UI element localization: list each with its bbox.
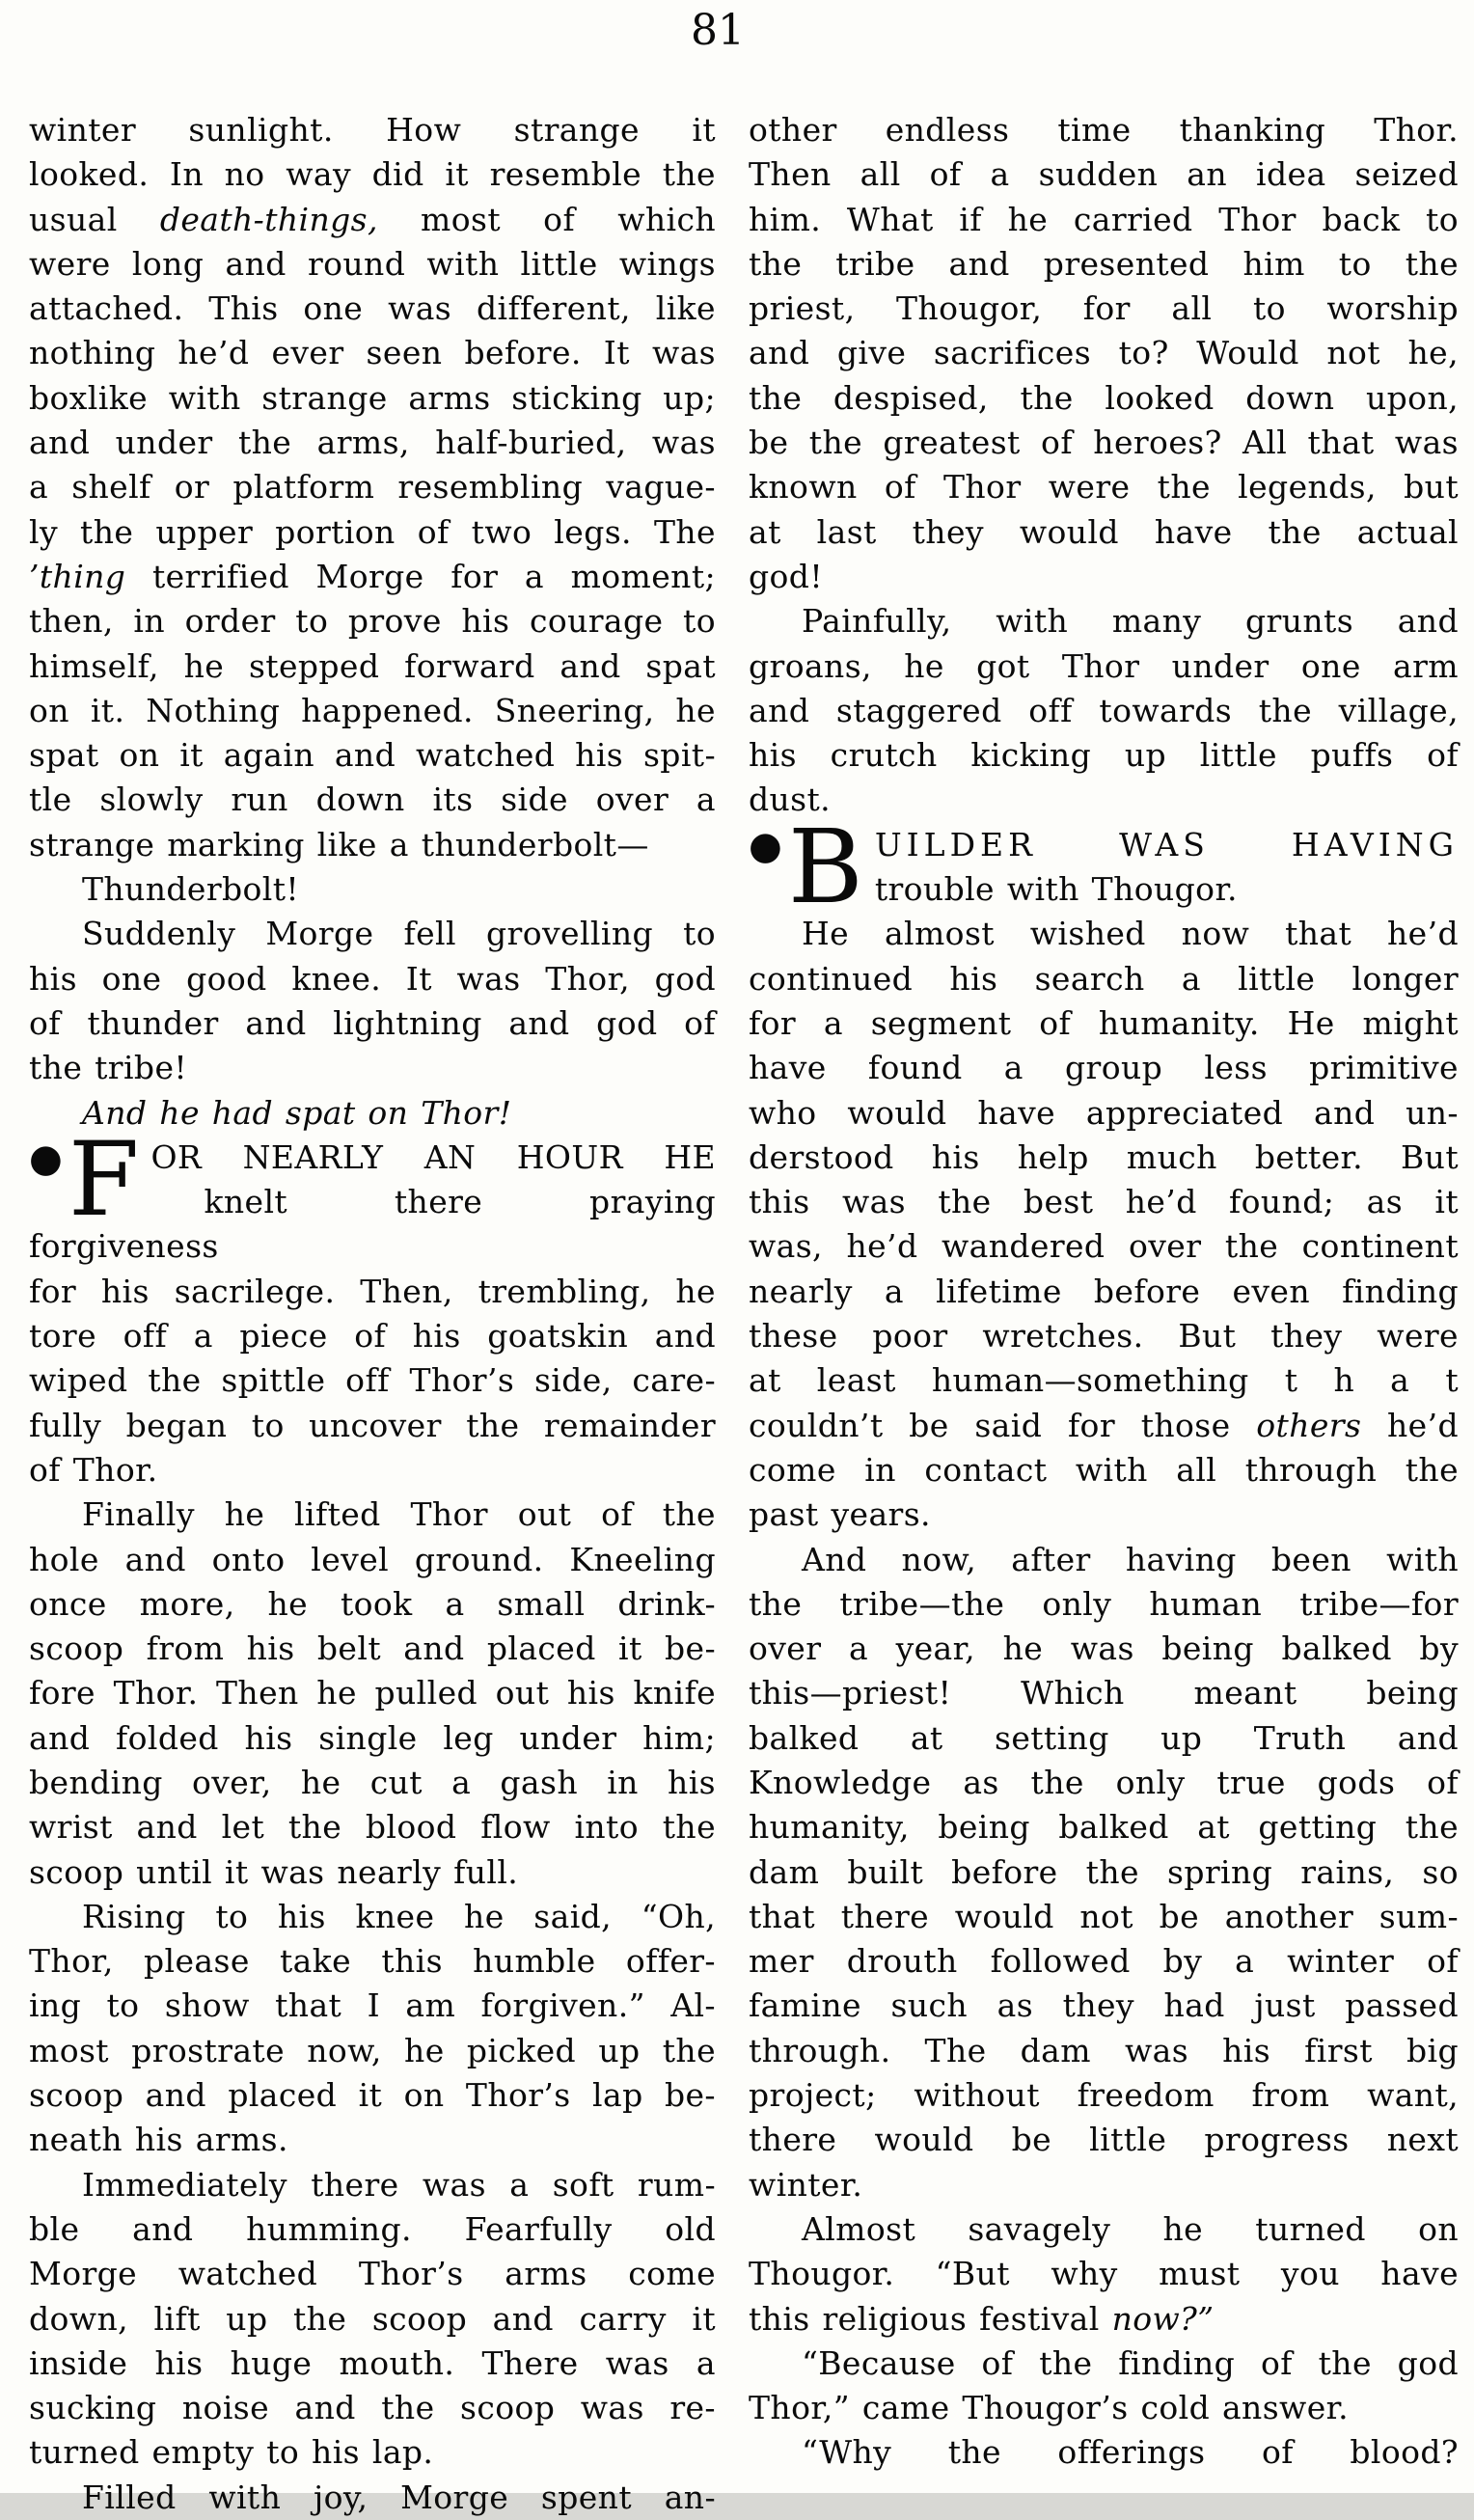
section-bullet-icon: ● (29, 1136, 63, 1181)
text-line (749, 1270, 1459, 1314)
dropcap-letter: F (68, 1119, 140, 1239)
text-line (749, 2252, 1459, 2296)
text-run: most prostrate now, he picked up the (29, 2031, 716, 2069)
text-run: He almost wished now that he’d (802, 915, 1459, 953)
text-line (749, 510, 1459, 555)
text-line (29, 1761, 716, 1805)
text-line (749, 1314, 1459, 1358)
dropcap-letter: B (787, 807, 863, 926)
text-line (29, 599, 716, 644)
text-line (29, 1850, 716, 1895)
text-line (29, 1716, 716, 1761)
text-run: dam built before the spring rains, so (749, 1852, 1459, 1891)
text-run: boxlike with strange arms sticking up; (29, 378, 716, 417)
text-run: neath his arms. (29, 2121, 288, 2159)
text-line (29, 778, 716, 822)
page-number: 81 (691, 6, 745, 55)
text-line (29, 2297, 716, 2342)
text-run: were long and round with little wings (29, 244, 716, 283)
text-line (749, 2073, 1459, 2118)
text-line (749, 1046, 1459, 1090)
text-run: Thougor. “But why must you have (749, 2255, 1459, 2293)
text-line (29, 2163, 716, 2207)
text-run: then, in order to prove his courage to (29, 602, 716, 641)
text-line (29, 1001, 716, 1046)
text-line (749, 2207, 1459, 2252)
text-line (749, 1716, 1459, 1761)
text-run: the tribe and presented him to the (749, 244, 1459, 283)
text-run: that there would not be another sum- (749, 1897, 1459, 1935)
text-line (749, 1627, 1459, 1671)
text-line (749, 242, 1459, 287)
text-line (749, 1671, 1459, 1715)
text-run: Immediately there was a soft rum- (82, 2165, 716, 2204)
text-run: be the greatest of heroes? All that was (749, 424, 1459, 462)
text-line (749, 1493, 1459, 1537)
text-line (749, 2342, 1459, 2386)
text-line (29, 1493, 716, 1537)
text-line (29, 1314, 716, 1358)
section-bullet-icon: ● (749, 823, 782, 868)
text-line (29, 1939, 716, 1984)
text-line (749, 1180, 1459, 1224)
text-line (29, 912, 716, 956)
text-run: other endless time thanking Thor. (749, 111, 1459, 149)
text-run: winter. (749, 2165, 863, 2204)
text-run: ble and humming. Fearfully old (29, 2209, 716, 2248)
text-line (29, 2252, 716, 2296)
column-left (29, 108, 716, 2520)
text-run: priest, Thougor, for all to worship (749, 289, 1459, 328)
text-line (749, 1358, 1459, 1403)
text-line (749, 152, 1459, 197)
text-run: scoop until it was nearly full. (29, 1852, 519, 1891)
column-right (749, 108, 1459, 2520)
text-line (29, 1895, 716, 1939)
text-run: and folded his single leg under him; (29, 1718, 716, 1757)
text-run: attached. This one was different, like (29, 289, 716, 328)
text-line (749, 733, 1459, 778)
text-line (749, 1404, 1459, 1448)
text-line (29, 108, 716, 152)
text-run: Filled with joy, Morge spent an- (82, 2478, 716, 2516)
text-line (749, 1136, 1459, 1180)
text-run: trouble with Thougor. (874, 870, 1238, 909)
text-run: known of Thor were the legends, but (749, 468, 1459, 507)
text-run: sucking noise and the scoop was re- (29, 2389, 716, 2427)
text-run: looked. In no way did it resemble the (29, 155, 716, 194)
text-line (749, 1850, 1459, 1895)
text-run: knelt there praying forgiveness (29, 1183, 716, 1266)
text-line (29, 867, 716, 912)
text-line (749, 1538, 1459, 1582)
text-line (749, 599, 1459, 644)
text-line (749, 198, 1459, 242)
text-run: his crutch kicking up little puffs of (749, 736, 1459, 775)
text-line (29, 2342, 716, 2386)
text-run: and staggered off towards the village, (749, 691, 1459, 729)
text-run: at last they would have the actual (749, 512, 1459, 551)
text-run: over a year, he was being balked by (749, 1630, 1459, 1668)
text-line (749, 421, 1459, 465)
text-run: spat on it again and watched his spit- (29, 736, 716, 775)
text-line (29, 1270, 716, 1314)
text-line (29, 1582, 716, 1627)
text-run: of thunder and lightning and god of (29, 1003, 716, 1042)
text-run: nothing he’d ever seen before. It was (29, 334, 716, 372)
text-line (749, 689, 1459, 733)
text-run: Thor,” came Thougor’s cold answer. (749, 2389, 1350, 2427)
text-line (749, 555, 1459, 599)
text-run: the tribe—the only human tribe—for (749, 1584, 1459, 1623)
text-run: dust. (749, 781, 832, 819)
text-line (749, 2163, 1459, 2207)
text-line (749, 2297, 1459, 2342)
text-run: there would be little progress next (749, 2121, 1459, 2159)
text-run: tle slowly run down its side over a (29, 781, 716, 819)
text-line (749, 912, 1459, 956)
text-line (749, 108, 1459, 152)
text-run: at least human—something t h a t (749, 1361, 1459, 1400)
text-run: nearly a lifetime before even finding (749, 1272, 1459, 1310)
text-run: this—priest! Which meant being (749, 1674, 1459, 1712)
text-run: balked at setting up Truth and (749, 1718, 1459, 1757)
text-line (29, 2118, 716, 2162)
text-line (29, 331, 716, 375)
text-line (29, 2029, 716, 2073)
text-run: Then all of a sudden an idea seized (749, 155, 1459, 194)
text-line (749, 2029, 1459, 2073)
text-run: mer drouth followed by a winter of (749, 1942, 1459, 1981)
text-run: this religious festival (749, 2299, 1112, 2338)
text-run: god! (749, 557, 823, 595)
text-run: bending over, he cut a gash in his (29, 1763, 716, 1801)
text-line (29, 152, 716, 197)
text-run: who would have appreciated and un- (749, 1093, 1459, 1132)
text-run: Knowledge as the only true gods of (749, 1763, 1459, 1801)
text-run: “Why the offerings of blood? (802, 2433, 1459, 2472)
text-line (749, 957, 1459, 1001)
text-line (749, 1895, 1459, 1939)
text-line (29, 510, 716, 555)
text-line (29, 2476, 716, 2520)
text-run: famine such as they had just passed (749, 1986, 1459, 2025)
text-run: wiped the spittle off Thor’s side, care- (29, 1361, 716, 1400)
text-line (29, 644, 716, 689)
text-line (749, 1224, 1459, 1269)
text-line (29, 823, 716, 867)
text-line (749, 644, 1459, 689)
text-line (29, 555, 716, 599)
text-run: Suddenly Morge fell grovelling to (82, 915, 716, 953)
text-run: hole and onto level ground. Kneeling (29, 1540, 716, 1578)
text-run: he’d (1361, 1406, 1459, 1444)
section-dropcap (29, 1119, 140, 1239)
text-run: through. The dam was his first big (749, 2031, 1459, 2069)
text-line (29, 733, 716, 778)
text-run: most of which (377, 200, 716, 238)
text-run: And he had spat on Thor! (82, 1093, 512, 1132)
text-line (749, 1091, 1459, 1136)
text-line (749, 1448, 1459, 1493)
text-line (29, 689, 716, 733)
text-line (29, 1404, 716, 1448)
text-line (29, 2207, 716, 2252)
text-line (29, 1671, 716, 1715)
text-line (749, 1805, 1459, 1849)
text-run: tore off a piece of his goatskin and (29, 1317, 716, 1356)
text-run: continued his search a little longer (749, 959, 1459, 998)
text-line (29, 2430, 716, 2475)
text-line (749, 331, 1459, 375)
text-run: others (1256, 1406, 1362, 1444)
text-line (29, 421, 716, 465)
text-line (749, 376, 1459, 421)
text-line (29, 376, 716, 421)
text-run: these poor wretches. But they were (749, 1317, 1459, 1356)
text-run: scoop and placed it on Thor’s lap be- (29, 2076, 716, 2115)
text-run: ing to show that I am forgiven.” Al- (29, 1986, 716, 2025)
text-run: past years. (749, 1495, 931, 1534)
text-line (29, 198, 716, 242)
text-run: ly the upper portion of two legs. The (29, 512, 716, 551)
text-run: Thunderbolt! (82, 870, 300, 909)
text-run: this was the best he’d found; as it (749, 1183, 1459, 1221)
text-run: Almost savagely he turned on (802, 2209, 1459, 2248)
text-run: wrist and let the blood flow into the (29, 1808, 716, 1847)
text-line (29, 1627, 716, 1671)
text-run: on it. Nothing happened. Sneering, he (29, 691, 716, 729)
text-line (29, 242, 716, 287)
text-line (29, 2073, 716, 2118)
text-run: a shelf or platform resembling vague- (29, 468, 716, 507)
text-line (29, 287, 716, 331)
text-line (29, 1984, 716, 2028)
text-run: and give sacrifices to? Would not he, (749, 334, 1459, 372)
text-run: was, he’d wandered over the continent (749, 1227, 1459, 1266)
text-run: OR NEARLY AN HOUR HE (150, 1137, 716, 1176)
text-line (749, 1939, 1459, 1984)
text-run: strange marking like a thunderbolt— (29, 825, 649, 863)
text-run: “Because of the finding of the god (802, 2343, 1459, 2382)
text-run: fully began to uncover the remainder (29, 1406, 716, 1444)
text-run: the despised, the looked down upon, (749, 378, 1459, 417)
text-line (749, 2386, 1459, 2430)
text-run: down, lift up the scoop and carry it (29, 2299, 716, 2338)
text-run: humanity, being balked at getting the (749, 1808, 1459, 1847)
text-run: Finally he lifted Thor out of the (82, 1495, 716, 1534)
text-run: now?” (1111, 2299, 1215, 2338)
text-line (749, 287, 1459, 331)
text-run: of Thor. (29, 1450, 158, 1489)
text-line (749, 1984, 1459, 2028)
text-line (749, 1001, 1459, 1046)
text-run: ’thing (29, 557, 126, 595)
text-line (29, 1538, 716, 1582)
text-run: Morge watched Thor’s arms come (29, 2255, 716, 2293)
text-run: death-things, (159, 200, 378, 238)
text-run: UILDER WAS HAVING (874, 825, 1459, 863)
text-run: Thor, please take this humble offer- (29, 1942, 716, 1981)
text-line (749, 2118, 1459, 2162)
text-run: usual (29, 200, 160, 238)
text-columns (29, 108, 1459, 2520)
text-run: turned empty to his lap. (29, 2433, 434, 2472)
text-run: for his sacrilege. Then, trembling, he (29, 1272, 716, 1310)
text-run: scoop from his belt and placed it be- (29, 1630, 716, 1668)
text-run: his one good knee. It was Thor, god (29, 959, 716, 998)
text-line (749, 1582, 1459, 1627)
text-run: winter sunlight. How strange it (29, 111, 716, 149)
text-run: fore Thor. Then he pulled out his knife (29, 1674, 716, 1712)
text-line (29, 1358, 716, 1403)
text-run: and under the arms, half-buried, was (29, 424, 716, 462)
text-line (29, 1046, 716, 1090)
text-run: project; without freedom from want, (749, 2076, 1459, 2115)
text-run: inside his huge mouth. There was a (29, 2343, 716, 2382)
text-line (749, 1761, 1459, 1805)
text-run: have found a group less primitive (749, 1049, 1459, 1087)
text-run: Rising to his knee he said, “Oh, (82, 1897, 716, 1935)
text-line (749, 465, 1459, 509)
text-line (29, 1091, 716, 1136)
text-line (29, 1805, 716, 1849)
text-line (29, 957, 716, 1001)
text-line (29, 1448, 716, 1493)
text-run: And now, after having been with (802, 1540, 1459, 1578)
text-run: couldn’t be said for those (749, 1406, 1257, 1444)
text-run: terrified Morge for a moment; (125, 557, 716, 595)
text-line (29, 2386, 716, 2430)
text-run: once more, he took a small drink- (29, 1584, 716, 1623)
text-run: for a segment of humanity. He might (749, 1003, 1459, 1042)
section-dropcap (749, 807, 863, 926)
text-run: groans, he got Thor under one arm (749, 646, 1459, 685)
text-run: him. What if he carried Thor back to (749, 200, 1459, 238)
text-run: the tribe! (29, 1049, 188, 1087)
text-run: Painfully, with many grunts and (802, 602, 1459, 641)
text-run: himself, he stepped forward and spat (29, 646, 716, 685)
text-run: derstood his help much better. But (749, 1137, 1459, 1176)
text-line (29, 465, 716, 509)
text-line (749, 2430, 1459, 2475)
text-run: come in contact with all through the (749, 1450, 1459, 1489)
